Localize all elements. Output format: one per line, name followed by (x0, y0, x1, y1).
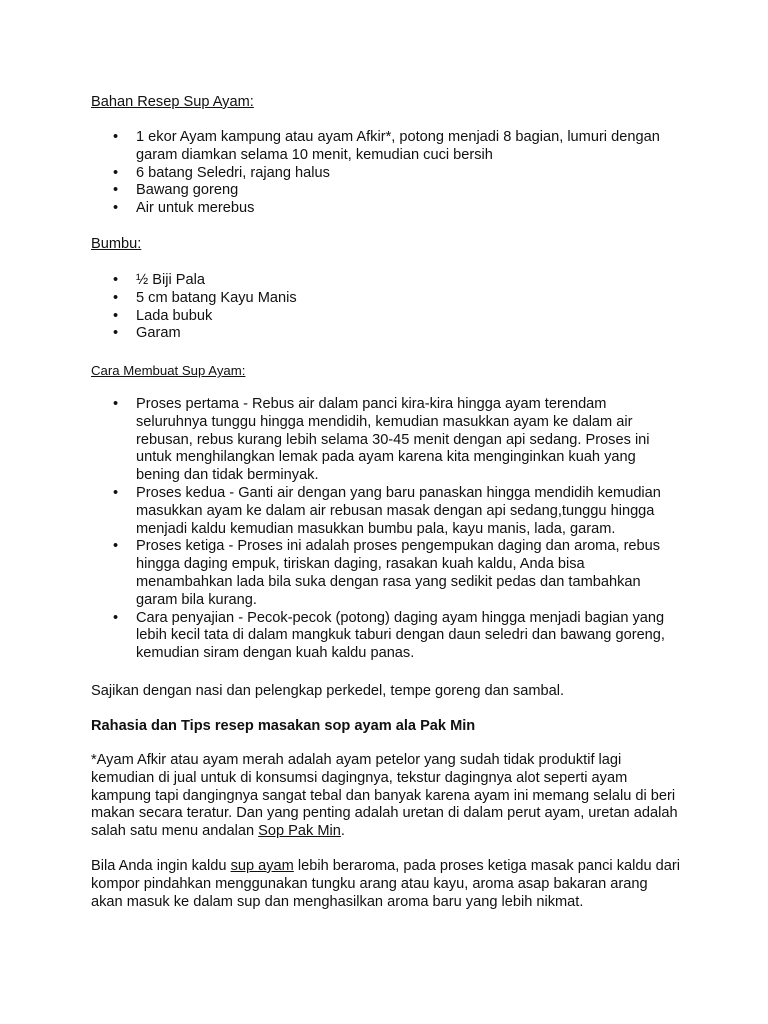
sajikan-text: Sajikan dengan nasi dan pelengkap perkedel, tempe goreng dan sambal. (91, 683, 565, 699)
bumbu-heading: Bumbu: (91, 236, 142, 252)
rahasia-para1-end: . (340, 823, 345, 840)
cara-item: • Proses pertama - Rebus air dalam panci kira-kira hingga ayam terendam seluruhnya tunggu hingga mendidih, kemudian masukkan ayam ke dalam air rebusan, rebus kurang lebih selama 30-45 menit dengan api sedang. Proses ini untuk menghilangkan lemak pada ayam karena kita menginginkan kuah yang bening dan tidak berminyak. (91, 396, 671, 485)
bumbu-item: • 5 cm batang Kayu Manis (91, 290, 691, 308)
bahan-item: • Air untuk merebus (91, 200, 691, 218)
bumbu-list (91, 272, 691, 343)
rahasia-para2-rest: lebih beraroma, pada proses ketiga masak panci kaldu dari kompor pindahkan menggunakan tungku arang atau kayu, aroma asap bakaran arang akan masuk ke dalam sup dan menghasilkan aroma baru yang lebih nikmat. (91, 858, 680, 910)
rahasia-para1-text: *Ayam Afkir atau ayam merah adalah ayam petelor yang sudah tidak produktif lagi kemudian di jual untuk di konsumsi dagingnya, tekstur dagingnya alot seperti ayam kampung tapi dangingnya sangat tebal dan banyak karena ayam ini memang selalu di beri makan secara teratur. Dan yang penting adalah uretan di dalam perut ayam, uretan adalah salah satu menu andalan (91, 752, 678, 840)
rahasia-para2-start: Bila Anda ingin kaldu (91, 858, 231, 874)
sup-ayam-link[interactable]: sup ayam (230, 858, 294, 874)
bahan-heading: Bahan Resep Sup Ayam: (91, 94, 254, 110)
cara-list (91, 396, 671, 663)
rahasia-paragraph-1 (91, 752, 681, 841)
bahan-list (91, 129, 691, 218)
bahan-item: • Bawang goreng (91, 182, 691, 200)
rahasia-paragraph-2 (91, 858, 681, 911)
bumbu-item: • Garam (91, 325, 691, 343)
cara-item: • Proses kedua - Ganti air dengan yang baru panaskan hingga mendidih kemudian masukkan ayam ke dalam air rebusan masak dengan api sedang,tunggu hingga menjadi kaldu kemudian masukkan bumbu pala, kayu manis, lada, garam. (91, 485, 671, 538)
bumbu-item: • ½ Biji Pala (91, 272, 691, 290)
bahan-item: • 1 ekor Ayam kampung atau ayam Afkir*, potong menjadi 8 bagian, lumuri dengan garam diamkan selama 10 menit, kemudian cuci bersih (91, 129, 691, 165)
cara-heading: Cara Membuat Sup Ayam: (91, 363, 246, 378)
sop-pak-min-link[interactable]: Sop Pak Min (258, 823, 341, 840)
cara-item: • Proses ketiga - Proses ini adalah proses pengempukan daging dan aroma, rebus hingga daging empuk, tiriskan daging, rasakan kuah kaldu, Anda bisa menambahkan lada bila suka dengan rasa yang sedikit pedas dan tambahkan garam bila kurang. (91, 538, 671, 609)
bumbu-item: • Lada bubuk (91, 308, 691, 326)
bahan-item: • 6 batang Seledri, rajang halus (91, 165, 691, 183)
rahasia-heading: Rahasia dan Tips resep masakan sop ayam ala Pak Min (91, 718, 476, 734)
cara-item: • Cara penyajian - Pecok-pecok (potong) daging ayam hingga menjadi bagian yang lebih kecil tata di dalam mangkuk taburi dengan daun seledri dan bawang goreng, kemudian siram dengan kuah kaldu panas. (91, 610, 671, 663)
